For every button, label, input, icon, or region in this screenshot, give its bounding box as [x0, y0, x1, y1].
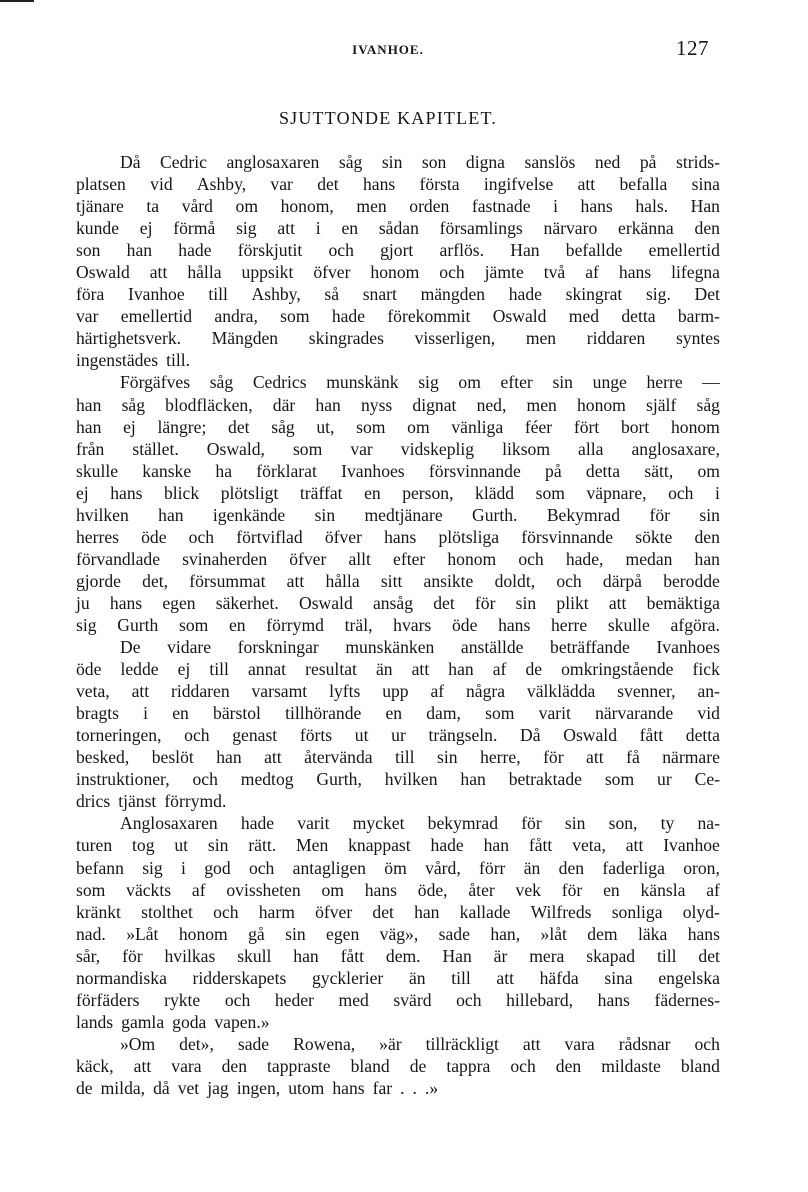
- text-line: ju hans egen säkerhet. Oswald ansåg det för sin plikt att bemäktiga: [76, 592, 720, 613]
- text-line: förvandlade svinaherden öfver allt efter honom och hade, medan han: [76, 548, 720, 569]
- text-line: gjorde det, försummat att hålla sitt ansikte doldt, och därpå berodde: [76, 570, 720, 591]
- text-line: Förgäfves såg Cedrics munskänk sig om efter sin unge herre —: [120, 372, 720, 393]
- text-line: förfäders rykte och heder med svärd och hillebard, hans fädernes-: [76, 989, 720, 1010]
- text-line: De vidare forskningar munskänken anställde beträffande Ivanhoes: [120, 637, 720, 658]
- text-line: han såg blodfläcken, där han nyss dignat ned, men honom själf såg: [76, 394, 720, 415]
- text-line: käck, att vara den tappraste bland de tappra och den mildaste bland: [76, 1055, 720, 1076]
- text-line: de milda, då vet jag ingen, utom hans far . . .»: [76, 1077, 439, 1098]
- running-header: [0, 36, 808, 62]
- text-line: kunde ej förmå sig att i en sådan församlings närvaro erkänna den: [76, 218, 720, 239]
- text-line: turen tog ut sin rätt. Men knappast hade han fått veta, att Ivanhoe: [76, 835, 720, 856]
- text-line: sår, för hvilkas skull han fått dem. Han är mera skapad till det: [76, 945, 720, 966]
- running-title: IVANHOE.: [352, 42, 424, 57]
- text-line: från stället. Oswald, som var vidskeplig liksom alla anglosaxare,: [76, 438, 720, 459]
- text-line: hvilken han igenkände sin medtjänare Gurth. Bekymrad för sin: [76, 504, 720, 525]
- text-line: tjänare ta vård om honom, men orden fastnade i hans hals. Han: [76, 196, 720, 217]
- text-line: besked, beslöt han att återvända till sin herre, för att få närmare: [76, 747, 720, 768]
- text-line: Då Cedric anglosaxaren såg sin son digna sanslös ned på strids-: [120, 152, 720, 172]
- body-text: [76, 151, 720, 1099]
- text-line: ej hans blick plötsligt träffat en person, klädd som väpnare, och i: [76, 482, 720, 503]
- text-line: nad. »Låt honom gå sin egen väg», sade han, »låt dem läka hans: [76, 923, 720, 944]
- text-line: skulle kanske ha förklarat Ivanhoes försvinnande på detta sätt, om: [76, 460, 720, 481]
- text-line: bragts i en bärstol tillhörande en dam, som varit närvarande vid: [76, 703, 720, 724]
- text-line: veta, att riddaren varsamt lyfts upp af några välklädda svenner, an-: [76, 681, 720, 702]
- text-line: var emellertid andra, som hade förekommit Oswald med detta barm-: [76, 306, 720, 327]
- text-line: normandiska ridderskapets gycklerier än till att häfda sina engelska: [76, 967, 720, 988]
- text-line: platsen vid Ashby, var det hans första ingifvelse att befalla sina: [76, 174, 720, 195]
- text-line: instruktioner, och medtog Gurth, hvilken han betraktade som ur Ce-: [76, 769, 720, 790]
- text-line: som väckts af ovissheten om hans öde, åter vek för en känsla af: [76, 879, 720, 900]
- text-line: ingenstädes till.: [76, 350, 191, 371]
- text-line: han ej längre; det såg ut, som om vänliga féer fört bort honom: [76, 416, 720, 437]
- text-line: öde ledde ej till annat resultat än att han af de omkringstående fick: [76, 659, 720, 680]
- text-line: »Om det», sade Rowena, »är tillräckligt att vara rådsnar och: [120, 1033, 720, 1054]
- text-line: lands gamla goda vapen.»: [76, 1011, 270, 1032]
- text-line: Oswald att hålla uppsikt öfver honom och jämte två af hans lifegna: [76, 262, 720, 283]
- text-line: son han hade förskjutit och gjort arflös. Han befallde emellertid: [76, 240, 720, 261]
- page-number: 127: [676, 36, 709, 60]
- text-line: härtighetsverk. Mängden skingrades visserligen, men riddaren syntes: [76, 328, 720, 349]
- chapter-title: SJUTTONDE KAPITLET.: [278, 108, 498, 128]
- text-line: föra Ivanhoe till Ashby, så snart mängden hade skingrat sig. Det: [76, 284, 720, 305]
- text-line: sig Gurth som en förrymd träl, hvars öde hans herre skulle afgöra.: [76, 614, 720, 635]
- text-line: torneringen, och genast förts ut ur trängseln. Då Oswald fått detta: [76, 725, 720, 746]
- text-line: befann sig i god och antagligen öm vård, förr än den faderliga oron,: [76, 857, 720, 878]
- page-edge-rule: [0, 0, 34, 2]
- text-line: herres öde och förtviflad öfver hans plötsliga försvinnande sökte den: [76, 526, 720, 547]
- text-line: kränkt stolthet och harm öfver det han kallade Wilfreds sonliga olyd-: [76, 901, 720, 922]
- text-line: Anglosaxaren hade varit mycket bekymrad för sin son, ty na-: [120, 813, 720, 834]
- text-line: drics tjänst förrymd.: [76, 791, 227, 812]
